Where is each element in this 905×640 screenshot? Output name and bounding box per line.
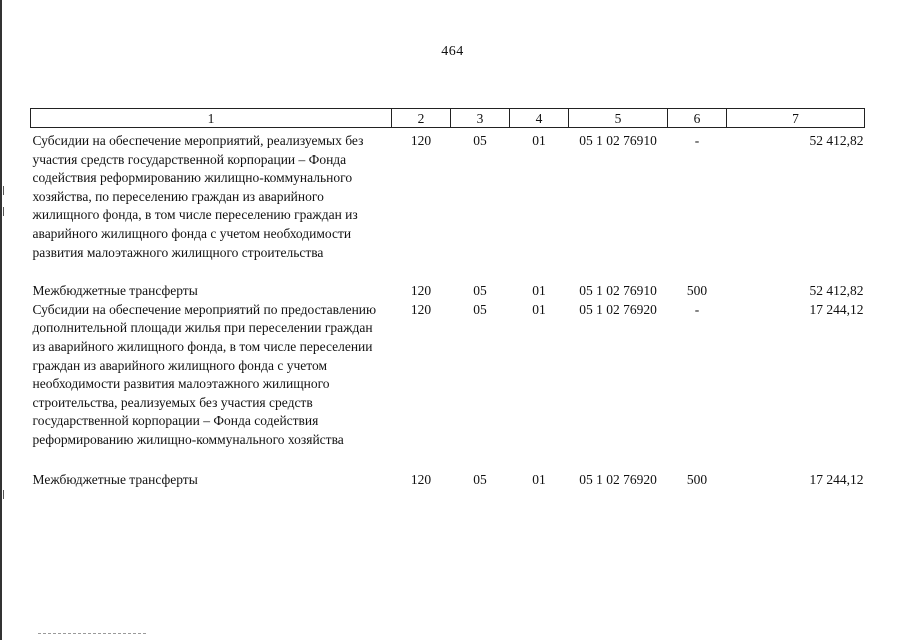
margin-tick [3, 186, 4, 195]
budget-table [30, 108, 865, 489]
amount-cell: 52 412,82 [809, 283, 864, 299]
subsection-code-cell: 01 [532, 471, 546, 487]
subsection-code-cell: 01 [532, 301, 546, 317]
column-header: 5 [569, 109, 668, 128]
column-header: 6 [668, 109, 727, 128]
row-name-cell: Межбюджетные трансферты [32, 471, 198, 487]
ministry-code-cell: 120 [410, 283, 432, 299]
target-article-cell: 05 1 02 76920 [579, 301, 657, 317]
section-code-cell: 05 [473, 471, 487, 487]
subsection-code-cell: 01 [532, 133, 546, 148]
table-row [31, 282, 865, 301]
margin-tick [3, 490, 4, 499]
subsection-code-cell: 01 [532, 283, 546, 299]
section-code-cell: 05 [473, 133, 487, 148]
margin-tick [3, 207, 4, 216]
row-spacer [31, 450, 865, 471]
amount-cell: 17 244,12 [809, 471, 864, 487]
left-margin-line [0, 0, 2, 640]
budget-table-container [30, 108, 864, 489]
column-header: 1 [31, 109, 392, 128]
column-header: 7 [727, 109, 865, 128]
row-name-cell: Субсидии на обеспечение мероприятий, реализуемых без участия средств государственной корпорации – Фонда содействия реформированию жилищно-коммунального хозяйства, по переселению граждан из аварийного жилищного фонда, в том числе переселению граждан из аварийного жилищного фонда с учетом необходимости развития малоэтажного жилищного строительства [32, 133, 364, 260]
row-name-cell: Межбюджетные трансферты [32, 283, 198, 299]
ministry-code-cell: 120 [410, 471, 432, 487]
page-number: 464 [441, 44, 464, 59]
table-header-row [31, 109, 865, 128]
expense-type-cell: 500 [686, 283, 708, 299]
section-code-cell: 05 [473, 301, 487, 317]
expense-type-cell: - [694, 301, 700, 317]
row-name-cell: Субсидии на обеспечение мероприятий по предоставлению дополнительной площади жилья при переселении граждан из аварийного жилищного фонда, в том числе переселении граждан из аварийного жилищного фонда с учетом необходимости развития малоэтажного жилищного строительства, реализуемых без участия средств государственной корпорации – Фонда содействия реформированию жилищно-коммунального хозяйства [32, 301, 377, 447]
expense-type-cell: - [694, 133, 700, 148]
target-article-cell: 05 1 02 76920 [579, 471, 657, 487]
amount-cell: 17 244,12 [809, 301, 864, 317]
column-header: 4 [510, 109, 569, 128]
table-row [31, 128, 865, 263]
target-article-cell: 05 1 02 76910 [579, 133, 657, 148]
scan-smudge [38, 633, 146, 635]
expense-type-cell: 500 [686, 471, 708, 487]
ministry-code-cell: 120 [410, 301, 432, 317]
row-spacer [31, 262, 865, 282]
ministry-code-cell: 120 [410, 133, 432, 148]
target-article-cell: 05 1 02 76910 [579, 283, 657, 299]
table-row [31, 471, 865, 490]
amount-cell: 52 412,82 [809, 133, 864, 148]
section-code-cell: 05 [473, 283, 487, 299]
column-header: 2 [392, 109, 451, 128]
column-header: 3 [451, 109, 510, 128]
table-row [31, 301, 865, 450]
